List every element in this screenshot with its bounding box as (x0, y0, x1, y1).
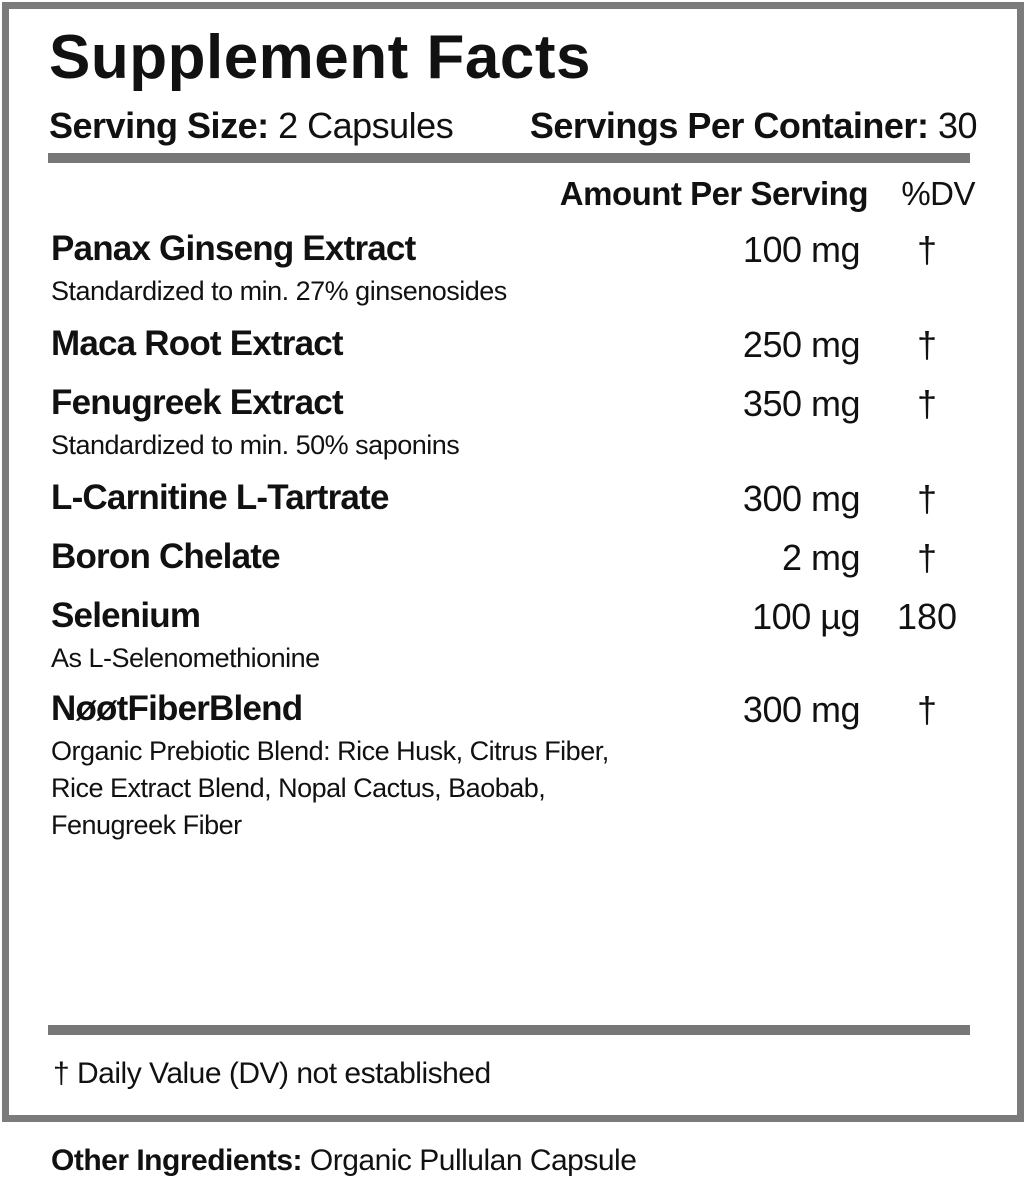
dv-footnote: † Daily Value (DV) not established (53, 1057, 491, 1090)
ingredient-name: Fenugreek Extract (51, 383, 343, 422)
ingredient-dv: † (916, 537, 938, 578)
ingredient-dv: † (916, 689, 938, 730)
ingredient-dv: † (916, 383, 938, 424)
ingredient-description: Organic Prebiotic Blend: Rice Husk, Citrus Fiber, (51, 736, 609, 766)
other-ingredients-value: Organic Pullulan Capsule (309, 1144, 637, 1177)
ingredient-description: Standardized to min. 50% saponins (51, 430, 460, 460)
bottom-divider (48, 1025, 970, 1035)
dv-header: %DV (901, 175, 975, 212)
ingredient-description: Fenugreek Fiber (51, 810, 242, 840)
ingredient-name: Maca Root Extract (51, 324, 343, 363)
ingredient-dv: 180 (896, 596, 958, 637)
ingredient-name: Panax Ginseng Extract (51, 229, 416, 268)
ingredient-amount: 350 mg (742, 383, 860, 424)
ingredient-description: Standardized to min. 27% ginsenosides (51, 276, 507, 306)
other-ingredients (51, 1144, 636, 1178)
serving-size-label: Serving Size: (49, 105, 269, 146)
ingredient-amount: 100 µg (752, 596, 860, 637)
ingredient-amount: 2 mg (781, 537, 860, 578)
ingredient-name: Boron Chelate (51, 537, 280, 576)
ingredient-dv: † (916, 324, 938, 365)
servings-per-container (530, 105, 977, 147)
supplement-facts-panel (2, 2, 1024, 1122)
ingredient-dv: † (916, 478, 938, 519)
ingredient-amount: 300 mg (742, 689, 860, 730)
amount-per-serving-header: Amount Per Serving (559, 175, 868, 212)
ingredient-amount: 300 mg (742, 478, 860, 519)
servings-per-container-label: Servings Per Container: (529, 105, 929, 146)
serving-size-value: 2 Capsules (278, 105, 454, 146)
servings-per-container-value: 30 (937, 105, 977, 146)
other-ingredients-label: Other Ingredients: (51, 1144, 303, 1177)
ingredient-dv: † (916, 229, 938, 270)
ingredient-name: L-Carnitine L-Tartrate (51, 478, 389, 517)
ingredient-name: NøøtFiberBlend (51, 689, 303, 728)
ingredient-amount: 100 mg (742, 229, 860, 270)
serving-size (49, 105, 453, 147)
ingredient-name: Selenium (51, 596, 201, 635)
top-divider (48, 153, 970, 163)
ingredient-description: Rice Extract Blend, Nopal Cactus, Baobab, (51, 773, 546, 803)
panel-title: Supplement Facts (49, 23, 591, 92)
ingredient-amount: 250 mg (742, 324, 860, 365)
ingredient-description: As L-Selenomethionine (51, 643, 320, 673)
